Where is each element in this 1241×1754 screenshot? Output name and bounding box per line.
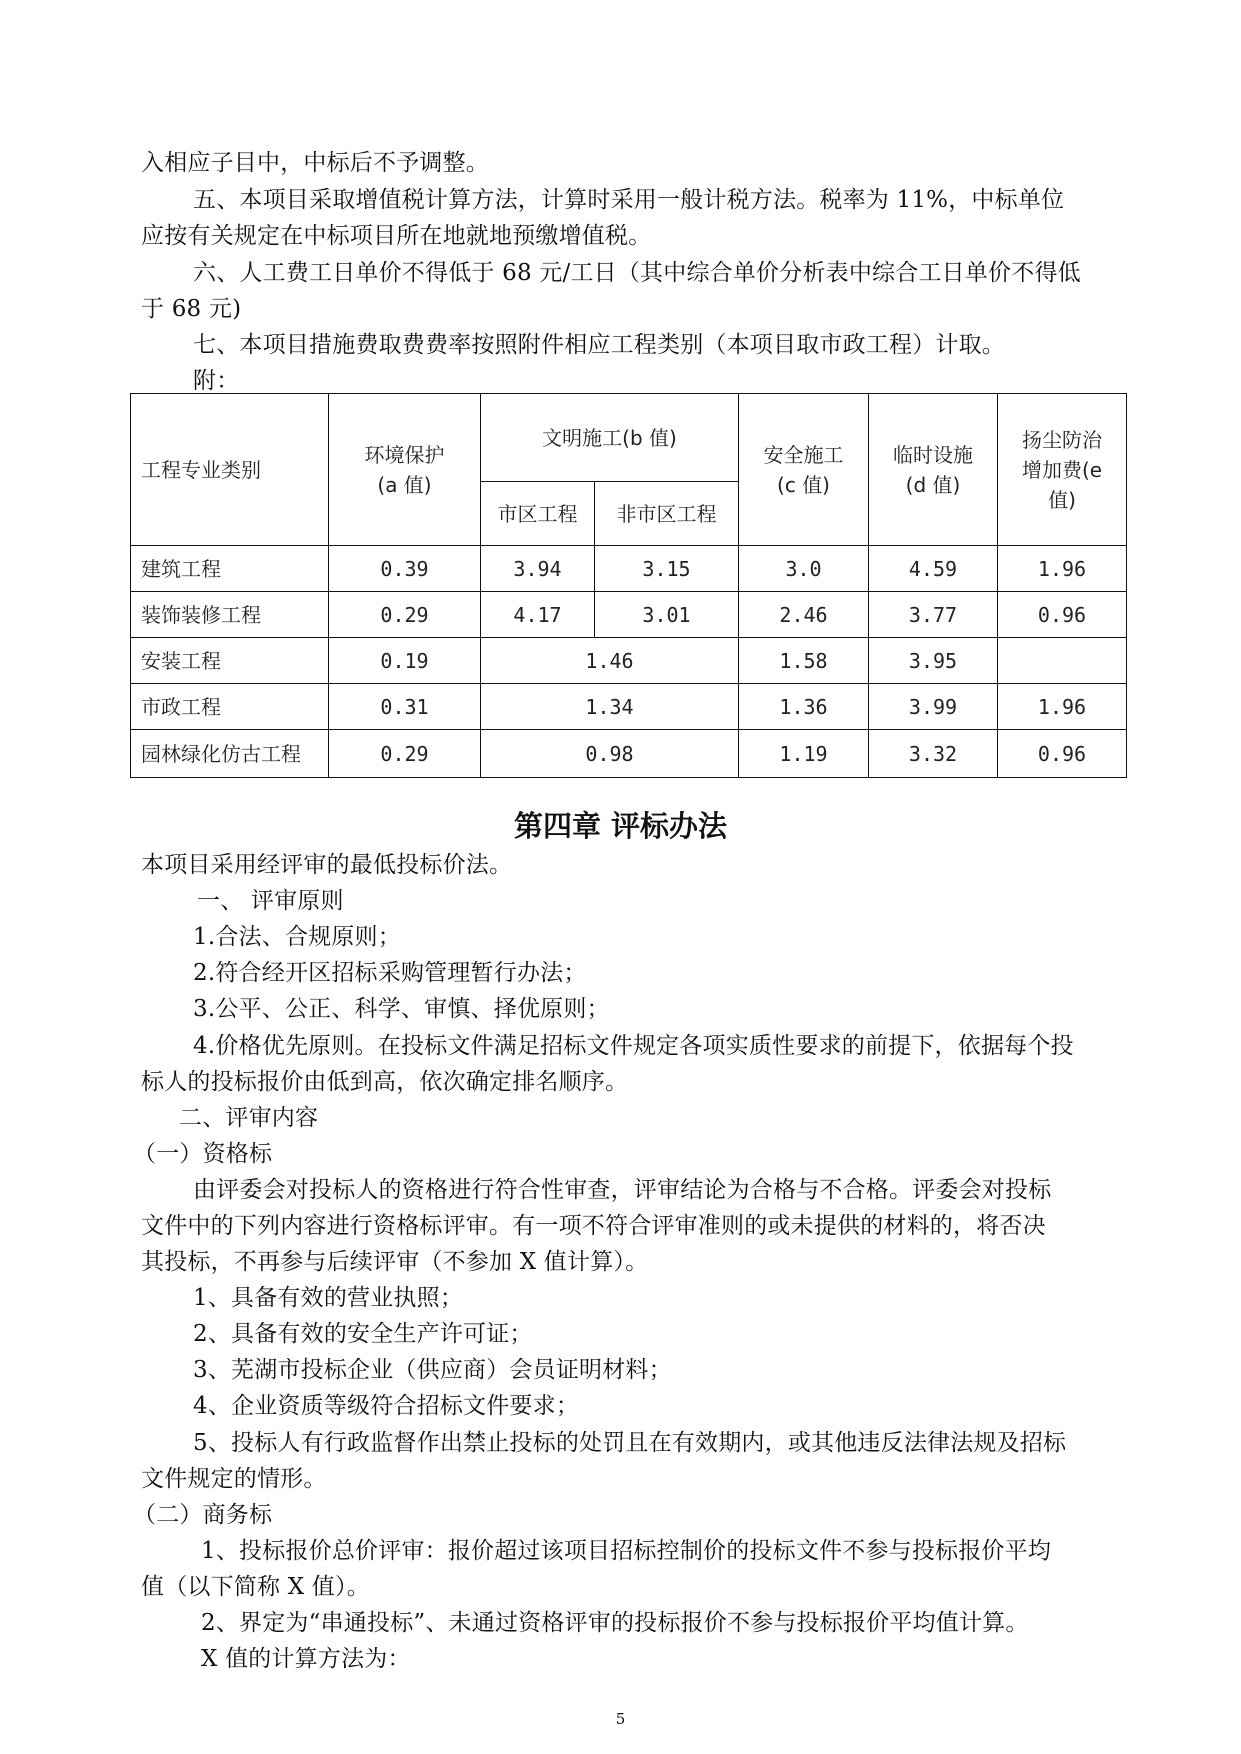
header-civil-urban: 市区工程	[481, 482, 595, 546]
cell-c: 1.36	[739, 684, 869, 730]
row-category: 装饰装修工程	[131, 592, 329, 638]
cell-b: 1.34	[481, 684, 739, 730]
body-line-8: 二、评审内容	[179, 1105, 319, 1131]
body-line-2: 一、 评审原则	[197, 888, 344, 914]
body-line-19: （二）商务标	[133, 1502, 273, 1528]
body-line-13: 1、具备有效的营业执照；	[193, 1285, 464, 1311]
cell-a: 0.39	[329, 546, 481, 592]
cell-d: 3.99	[869, 684, 998, 730]
body-line-10: 由评委会对投标人的资格进行符合性审查，评审结论为合格与不合格。评委会对投标	[193, 1177, 1052, 1203]
body-line-5: 3.公平、公正、科学、审慎、择优原则；	[193, 996, 610, 1022]
table-row	[131, 638, 1127, 684]
cell-d: 3.77	[869, 592, 998, 638]
body-line-11: 文件中的下列内容进行资格标评审。有一项不符合评审准则的或未提供的材料的，将否决	[141, 1213, 1046, 1239]
cell-b: 0.98	[481, 730, 739, 778]
body-line-16: 4、企业资质等级符合招标文件要求；	[193, 1393, 580, 1419]
cell-e: 0.96	[998, 730, 1127, 778]
header-safety-line1: 安全施工	[763, 442, 844, 467]
header-category: 工程专业类别	[131, 394, 329, 546]
row-category: 建筑工程	[131, 546, 329, 592]
cell-a: 0.31	[329, 684, 481, 730]
intro-line-7: 附：	[193, 368, 240, 394]
fee-rate-table	[130, 393, 1127, 778]
table-row	[131, 592, 1127, 638]
cell-a: 0.29	[329, 592, 481, 638]
body-line-6: 4.价格优先原则。在投标文件满足招标文件规定各项实质性要求的前提下，依据每个投	[193, 1033, 1074, 1059]
body-line-15: 3、芜湖市投标企业（供应商）会员证明材料；	[193, 1357, 672, 1383]
cell-b-urban: 4.17	[481, 592, 595, 638]
cell-e: 1.96	[998, 546, 1127, 592]
header-civil-nonurban: 非市区工程	[595, 482, 739, 546]
cell-a: 0.29	[329, 730, 481, 778]
intro-line-2: 五、本项目采取增值税计算方法，计算时采用一般计税方法。税率为 11%，中标单位	[193, 187, 1065, 213]
body-line-12: 其投标，不再参与后续评审（不参加 X 值计算）。	[141, 1249, 649, 1275]
header-safety-line2: (c 值)	[777, 472, 830, 497]
body-line-22: 2、界定为“串通投标”、未通过资格评审的投标报价不参与投标报价平均值计算。	[201, 1610, 1029, 1636]
header-dust	[998, 394, 1127, 546]
header-env-line2: (a 值)	[377, 472, 432, 497]
cell-e: 1.96	[998, 684, 1127, 730]
intro-line-5: 于 68 元)	[141, 296, 242, 322]
row-category: 安装工程	[131, 638, 329, 684]
cell-d: 4.59	[869, 546, 998, 592]
intro-line-1: 入相应子目中，中标后不予调整。	[141, 150, 489, 176]
header-dust-line1: 扬尘防治	[1022, 427, 1103, 452]
body-line-18: 文件规定的情形。	[141, 1466, 327, 1492]
table-row	[131, 730, 1127, 778]
page-number: 5	[615, 1710, 626, 1728]
cell-c: 1.19	[739, 730, 869, 778]
cell-d: 3.32	[869, 730, 998, 778]
header-dust-line3: 值)	[1048, 487, 1076, 512]
header-temp-line1: 临时设施	[893, 442, 974, 467]
header-temp-line2: (d 值)	[905, 472, 961, 497]
body-line-4: 2.符合经开区招标采购管理暂行办法；	[193, 960, 587, 986]
cell-c: 1.58	[739, 638, 869, 684]
body-line-7: 标人的投标报价由低到高，依次确定排名顺序。	[141, 1069, 629, 1095]
intro-line-6: 七、本项目措施费取费费率按照附件相应工程类别（本项目取市政工程）计取。	[193, 332, 1005, 358]
header-env-line1: 环境保护	[364, 442, 445, 467]
cell-a: 0.19	[329, 638, 481, 684]
cell-c: 3.0	[739, 546, 869, 592]
cell-e: 0.96	[998, 592, 1127, 638]
header-civil: 文明施工(b 值)	[481, 394, 739, 482]
cell-b-nonurban: 3.01	[595, 592, 739, 638]
body-line-14: 2、具备有效的安全生产许可证；	[193, 1321, 533, 1347]
intro-line-3: 应按有关规定在中标项目所在地就地预缴增值税。	[141, 223, 652, 249]
cell-d: 3.95	[869, 638, 998, 684]
table-row	[131, 546, 1127, 592]
row-category: 园林绿化仿古工程	[131, 730, 329, 778]
body-line-20: 1、投标报价总价评审：报价超过该项目招标控制价的投标文件不参与投标报价平均	[201, 1538, 1052, 1564]
intro-line-4: 六、人工费工日单价不得低于 68 元/工日（其中综合单价分析表中综合工日单价不得低	[193, 260, 1081, 286]
cell-b-urban: 3.94	[481, 546, 595, 592]
cell-c: 2.46	[739, 592, 869, 638]
header-temp	[869, 394, 998, 546]
chapter-title: 第四章 评标办法	[513, 809, 728, 843]
cell-b-nonurban: 3.15	[595, 546, 739, 592]
body-line-3: 1.合法、合规原则；	[193, 924, 401, 950]
body-line-17: 5、投标人有行政监督作出禁止投标的处罚且在有效期内，或其他违反法律法规及招标	[193, 1430, 1067, 1456]
cell-b: 1.46	[481, 638, 739, 684]
body-line-23: X 值的计算方法为：	[201, 1646, 411, 1672]
table-row	[131, 684, 1127, 730]
cell-e	[998, 638, 1127, 684]
header-env	[329, 394, 481, 546]
header-safety	[739, 394, 869, 546]
body-line-1: 本项目采用经评审的最低投标价法。	[141, 852, 513, 878]
body-line-21: 值（以下简称 X 值）。	[141, 1574, 370, 1600]
body-line-9: （一）资格标	[133, 1141, 273, 1167]
header-dust-line2: 增加费(e	[1021, 457, 1103, 482]
row-category: 市政工程	[131, 684, 329, 730]
